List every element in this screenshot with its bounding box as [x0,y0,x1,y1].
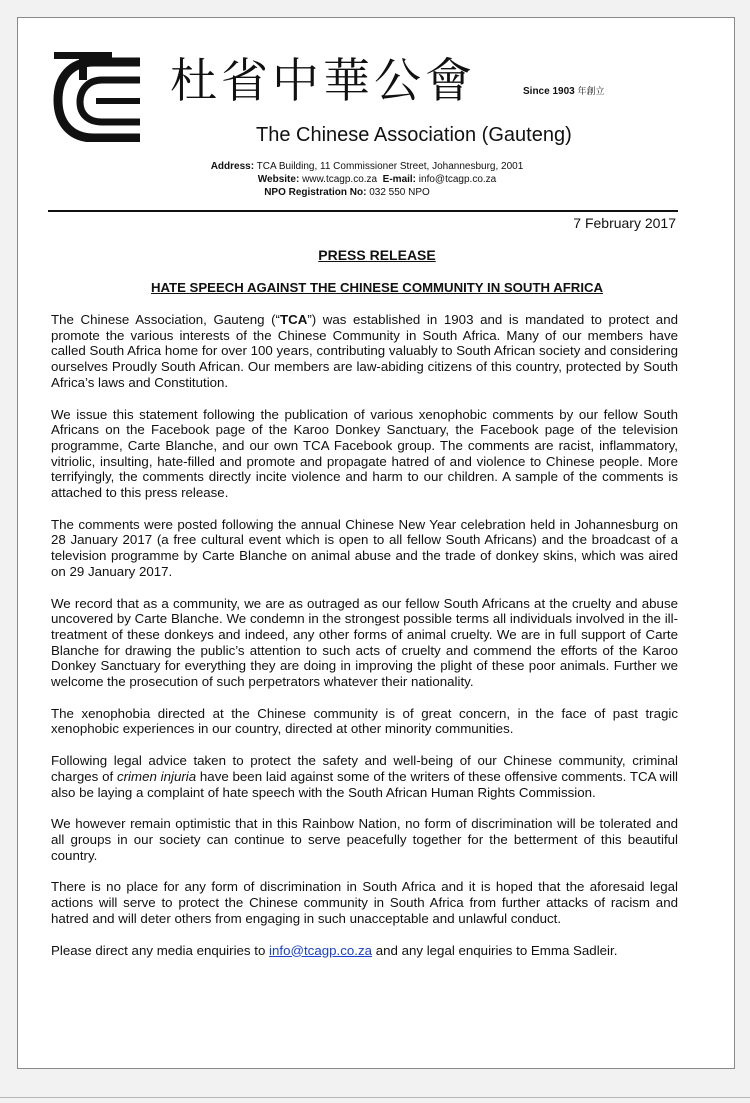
since-label [523,84,605,97]
press-release-page [17,17,735,1069]
header-divider [48,210,678,212]
p6-text-c: have been laid against some of the writers of these offensive comments. TCA will also be laying a complaint of hate speech with the South African Human Rights Commission. [51,768,678,800]
paragraph-4: We record that as a community, we are as outraged as our fellow South Africans at the cruelty and abuse uncovered by Carte Blanche. We condemn in the strongest possible terms all individuals involved in the ill-treatment of these donkeys and indeed, any other forms of animal cruelty. We are in full support of Carte Blanche for drawing the public’s attention to such acts of cruelty and commend the efforts of the Karoo Donkey Sanctuary for everything they are doing in improving the plight of these poor animals. Further we welcome the prosecution of such perpetrators whatever their nationality. [51,595,678,690]
paragraph-3: The comments were posted following the annual Chinese New Year celebration held in Johannesburg on 28 January 2017 (a free cultural event which is open to all fellow South Africans) and the broadcast of a television programme by Carte Blanche on animal abuse and the trade of donkey skins, which was aired on 29 January 2017. [51,516,678,579]
p1-text-c: ”) was established in 1903 and is mandated to protect and promote the various interests of the Chinese Community in South Africa. Many of our members have called South Africa home for over 100 years, contributing valuably to South African society and considering ourselves Proudly South African. Our members are law-abiding citizens of this country, protected by South Africa’s laws and Constitution. [51,312,678,390]
press-release-heading: PRESS RELEASE [318,247,436,263]
email-label: E-mail: [382,174,417,185]
p1-tca-bold: TCA [279,312,308,327]
paragraph-1 [51,312,678,391]
contact-block [18,160,736,199]
tca-logo-icon [52,50,144,142]
email-value[interactable]: info@tcagp.co.za [418,174,497,185]
website-line [18,173,736,186]
chinese-association-name: 杜省中華公會 [170,54,476,109]
paragraph-9 [51,943,678,959]
npo-line [0,186,736,199]
address-line [0,160,736,173]
logo-stem [79,52,87,80]
npo-label: NPO Registration No: [264,187,367,198]
p6-crimen-injuria: crimen injuria [116,768,197,784]
release-date: 7 February 2017 [573,215,676,231]
since-year: Since 1903 [523,86,575,97]
subject-heading: HATE SPEECH AGAINST THE CHINESE COMMUNITY IN SOUTH AFRICA [150,280,604,295]
paragraph-2: We issue this statement following the publication of various xenophobic comments by our fellow South Africans on the Facebook page of the Karoo Donkey Sanctuary, the Facebook page of the television programme, Carte Blanche, and our own TCA Facebook group. The comments are racist, inflammatory, vitriolic, insulting, hate-filled and promote and propagate hatred of and violence to Chinese people. More terrifyingly, the comments directly incite violence and harm to our children. A sample of the comments is attached to this press release. [51,406,678,501]
media-email-link[interactable]: info@tcagp.co.za [269,942,372,958]
address-label: Address: [210,161,255,172]
p9-text-a: Please direct any media enquiries to [51,942,270,958]
npo-value: 032 550 NPO [369,187,430,198]
website-label: Website: [257,174,300,185]
paragraph-6 [51,753,678,800]
release-body [51,312,678,958]
paragraph-5: The xenophobia directed at the Chinese community is of great concern, in the face of past tragic xenophobic experiences in our country, directed at other minority communities. [51,705,678,737]
paragraph-8: There is no place for any form of discrimination in South Africa and it is hoped that the aforesaid legal actions will serve to protect the Chinese community in South Africa from further attacks of racism and hatred and will deter others from engaging in such unacceptable and unlawful conduct. [51,879,678,926]
website-value[interactable]: www.tcagp.co.za [302,174,378,185]
p6-text-a: Following legal advice taken to protect the safety and well-being of our Chinese community, criminal charges of [51,753,678,784]
p1-text-a: The Chinese Association, Gauteng (“ [51,312,280,327]
english-association-name: The Chinese Association (Gauteng) [256,124,572,146]
address-value: TCA Building, 11 Commissioner Street, Johannesburg, 2001 [256,161,524,172]
since-chinese: 年創立 [577,87,605,97]
bottom-divider [0,1097,750,1098]
p9-text-b: and any legal enquiries to Emma Sadleir. [372,942,618,958]
paragraph-7: We however remain optimistic that in this Rainbow Nation, no form of discrimination will be tolerated and all groups in our society can continue to serve peacefully together for the betterment of this beautiful country. [51,816,678,863]
